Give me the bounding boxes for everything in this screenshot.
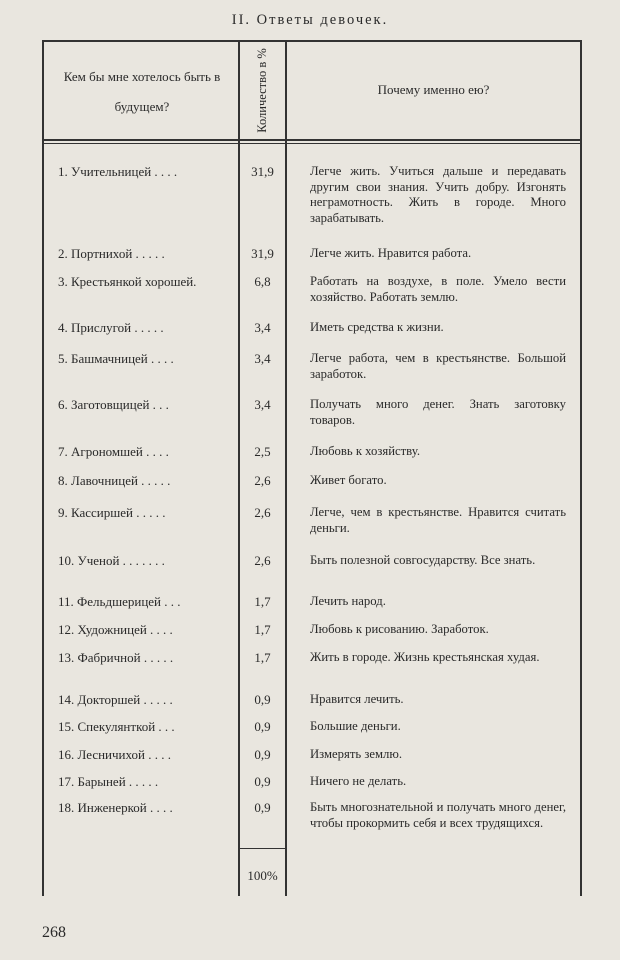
percent-value: 6,8	[254, 274, 271, 289]
profession-name: 11. Фельдшерицей . . .	[58, 594, 181, 609]
percent-value: 31,9	[251, 246, 274, 261]
percent-value: 3,4	[254, 351, 271, 366]
percent-value: 2,6	[254, 505, 271, 520]
percent-value: 0,9	[254, 719, 271, 734]
profession-name: 9. Кассиршей . . . . .	[58, 505, 166, 520]
percent-value: 2,5	[254, 444, 271, 459]
profession-name: 18. Инженеркой . . . .	[58, 800, 173, 815]
percent-value: 2,6	[254, 473, 271, 488]
percent-value: 2,6	[254, 553, 271, 568]
header-rule	[44, 143, 580, 144]
reason-text: Живет богато.	[310, 473, 387, 487]
percent-value: 1,7	[254, 622, 271, 637]
header-rule	[44, 139, 580, 141]
profession-name: 7. Агрономшей . . . .	[58, 444, 169, 459]
profession-name: 8. Лавочницей . . . . .	[58, 473, 171, 488]
reason-text: Легче жить. Учиться дальше и передавать другим свои знания. Учить добру. Изгонять неграмотность. Жить в городе. Много зарабатывать.	[310, 164, 566, 225]
reason-text: Любовь к хозяйству.	[310, 444, 420, 458]
profession-name: 1. Учительницей . . . .	[58, 164, 178, 179]
total-rule	[238, 848, 285, 849]
profession-name: 4. Прислугой . . . . .	[58, 320, 164, 335]
profession-name: 6. Заготовщицей . . .	[58, 397, 169, 412]
header-percent: Количество в %	[255, 48, 270, 133]
percent-value: 1,7	[254, 650, 271, 665]
reason-text: Быть многознательной и получать много денег, чтобы прокормить себя и всех трудящихся.	[310, 800, 566, 830]
column-divider	[285, 42, 287, 896]
profession-name: 5. Башмачницей . . . .	[58, 351, 174, 366]
reason-text: Лечить народ.	[310, 594, 386, 608]
reason-text: Ничего не делать.	[310, 774, 407, 788]
reason-text: Большие деньги.	[310, 719, 401, 733]
header-profession: Кем бы мне хотелось быть в будущем?	[63, 69, 221, 114]
percent-value: 31,9	[251, 164, 274, 179]
total-value: 100%	[247, 868, 278, 883]
reason-text: Измерять землю.	[310, 747, 402, 761]
profession-name: 17. Барыней . . . . .	[58, 774, 159, 789]
page-number: 268	[42, 924, 66, 941]
percent-value: 0,9	[254, 747, 271, 762]
profession-name: 12. Художницей . . . .	[58, 622, 173, 637]
reason-text: Любовь к рисованию. Заработок.	[310, 622, 489, 636]
reason-text: Легче, чем в крестьянстве. Нравится считать деньги.	[310, 505, 566, 535]
reason-text: Нравится лечить.	[310, 692, 404, 706]
reason-text: Жить в городе. Жизнь крестьянская худая.	[310, 650, 540, 664]
percent-value: 3,4	[254, 397, 271, 412]
percent-value: 0,9	[254, 692, 271, 707]
percent-value: 1,7	[254, 594, 271, 609]
profession-name: 10. Ученой . . . . . . .	[58, 553, 165, 568]
profession-name: 15. Спекулянткой . . .	[58, 719, 175, 734]
page-title: II. Ответы девочек.	[231, 12, 389, 28]
percent-value: 0,9	[254, 800, 271, 815]
reason-text: Работать на воздухе, в поле. Умело вести хозяйство. Работать землю.	[310, 274, 566, 304]
header-reason: Почему именно ею?	[377, 82, 490, 97]
profession-name: 14. Докторшей . . . . .	[58, 692, 173, 707]
reason-text: Легче работа, чем в крестьянстве. Большой заработок.	[310, 351, 566, 381]
profession-name: 3. Крестьянкой хорошей.	[58, 274, 197, 289]
profession-name: 13. Фабричной . . . . .	[58, 650, 174, 665]
reason-text: Быть полезной совгосударству. Все знать.	[310, 553, 536, 567]
profession-name: 2. Портнихой . . . . .	[58, 246, 165, 261]
reason-text: Иметь средства к жизни.	[310, 320, 444, 334]
reason-text: Получать много денег. Знать заготовку товаров.	[310, 397, 566, 427]
header-percent-cell	[240, 42, 285, 139]
reason-text: Легче жить. Нравится работа.	[310, 246, 472, 260]
answers-table	[42, 40, 582, 896]
profession-name: 16. Лесничихой . . . .	[58, 747, 171, 762]
percent-value: 0,9	[254, 774, 271, 789]
percent-value: 3,4	[254, 320, 271, 335]
